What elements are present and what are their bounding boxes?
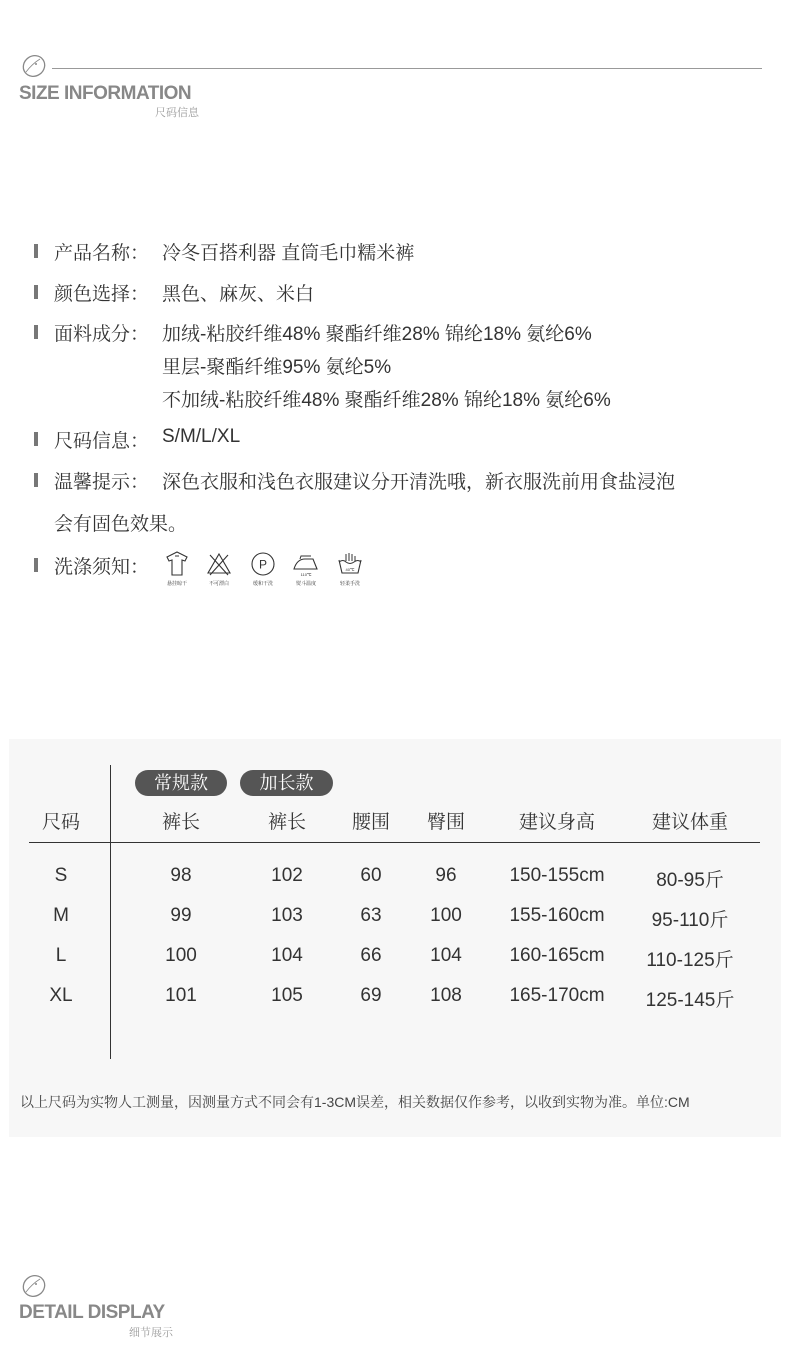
- cell-size: S: [54, 865, 68, 886]
- hand-wash-icon: [336, 551, 364, 577]
- size-table-panel: [9, 739, 781, 1137]
- cell-waist: 69: [360, 985, 382, 1006]
- cell-length-regular: 100: [165, 945, 197, 966]
- cell-weight: 95-110斤: [651, 910, 729, 931]
- dry-clean-p-icon: [250, 551, 276, 577]
- info-label: 面料成分：: [54, 324, 150, 345]
- section-subtitle: 细节展示: [129, 1327, 173, 1339]
- cell-length-long: 103: [271, 905, 303, 926]
- measurement-note: 以上尺码为实物人工测量，因测量方式不同会有1-3CM误差，相关数据仅作参考，以收到实物为准。单位:CM: [20, 1094, 690, 1110]
- bullet-marker: [34, 558, 38, 572]
- info-value: S/M/L/XL: [162, 426, 241, 447]
- bullet-marker: [34, 244, 38, 258]
- cell-waist: 66: [360, 945, 382, 966]
- lemon-logo-icon: [20, 50, 50, 80]
- info-value: 不加绒-粘胶纤维48% 聚酯纤维28% 锦纶18% 氨纶6%: [162, 390, 611, 411]
- table-header-divider: [29, 842, 760, 843]
- cell-size: XL: [49, 985, 73, 1006]
- info-label: 温馨提示：: [54, 472, 150, 493]
- info-label: 洗涤须知：: [54, 557, 150, 578]
- divider-line: [52, 68, 762, 69]
- cell-weight: 125-145斤: [645, 990, 735, 1011]
- no-bleach-icon: [206, 551, 232, 577]
- care-caption: 缓和干洗: [252, 581, 273, 587]
- tag-regular: 常规款: [135, 770, 227, 796]
- cell-waist: 63: [360, 905, 382, 926]
- cell-size: M: [53, 905, 69, 926]
- cell-hip: 108: [430, 985, 462, 1006]
- cell-weight: 110-125斤: [646, 950, 734, 971]
- header-waist: 腰围: [351, 812, 390, 833]
- info-label: 尺码信息：: [54, 431, 150, 452]
- cell-length-long: 105: [271, 985, 303, 1006]
- svg-text:P: P: [258, 557, 268, 572]
- cell-waist: 60: [360, 865, 382, 886]
- cell-size: L: [55, 945, 67, 966]
- cell-hip: 104: [430, 945, 462, 966]
- bullet-marker: [34, 325, 38, 339]
- care-hang-dry: [162, 551, 192, 587]
- header-hip: 臀围: [426, 812, 465, 833]
- cell-weight: 80-95斤: [656, 870, 724, 891]
- care-dry-clean: [248, 551, 278, 587]
- info-value: 黑色、麻灰、米白: [162, 284, 315, 305]
- care-caption: 熨斗温度: [295, 581, 316, 587]
- care-caption: 轻柔手洗: [339, 581, 360, 587]
- iron-icon: [291, 551, 321, 577]
- cell-length-regular: 98: [170, 865, 192, 886]
- bullet-marker: [34, 432, 38, 446]
- section-title: SIZE INFORMATION: [19, 83, 192, 104]
- header-length-regular: 裤长: [161, 812, 200, 833]
- cell-hip: 96: [435, 865, 457, 886]
- cell-length-long: 104: [271, 945, 303, 966]
- table-vertical-divider: [110, 765, 111, 1059]
- bullet-marker: [34, 473, 38, 487]
- section-subtitle: 尺码信息: [155, 107, 199, 119]
- header-weight: 建议体重: [651, 812, 728, 833]
- care-no-bleach: [204, 551, 234, 587]
- cell-length-regular: 99: [170, 905, 192, 926]
- cell-height: 165-170cm: [509, 985, 605, 1006]
- hang-dry-icon: [164, 551, 190, 577]
- cell-length-regular: 101: [165, 985, 197, 1006]
- care-caption: 悬挂晾干: [166, 581, 187, 587]
- info-label: 颜色选择：: [54, 284, 150, 305]
- header-height: 建议身高: [518, 812, 595, 833]
- iron-temp-label: 110℃: [300, 572, 312, 577]
- header-size: 尺码: [41, 812, 80, 833]
- tag-long: 加长款: [240, 770, 333, 796]
- info-value: 深色衣服和浅色衣服建议分开清洗哦，新衣服洗前用食盐浸泡: [162, 472, 676, 493]
- care-iron: [290, 551, 322, 587]
- bullet-marker: [34, 285, 38, 299]
- section-title: DETAIL DISPLAY: [19, 1302, 165, 1323]
- cell-height: 150-155cm: [509, 865, 605, 886]
- cell-height: 155-160cm: [509, 905, 605, 926]
- care-caption: 不可漂白: [208, 581, 229, 587]
- info-label: 产品名称：: [54, 243, 150, 264]
- wash-temp-label: 40℃: [345, 567, 355, 572]
- header-length-long: 裤长: [267, 812, 306, 833]
- cell-hip: 100: [430, 905, 462, 926]
- info-value: 会有固色效果。: [54, 514, 188, 535]
- care-hand-wash: [335, 551, 365, 587]
- cell-length-long: 102: [271, 865, 303, 886]
- lemon-logo-icon: [20, 1270, 50, 1300]
- cell-height: 160-165cm: [509, 945, 605, 966]
- info-value: 里层-聚酯纤维95% 氨纶5%: [162, 357, 392, 378]
- info-value: 加绒-粘胶纤维48% 聚酯纤维28% 锦纶18% 氨纶6%: [162, 324, 592, 345]
- info-value: 冷冬百搭利器 直筒毛巾糯米裤: [162, 243, 415, 264]
